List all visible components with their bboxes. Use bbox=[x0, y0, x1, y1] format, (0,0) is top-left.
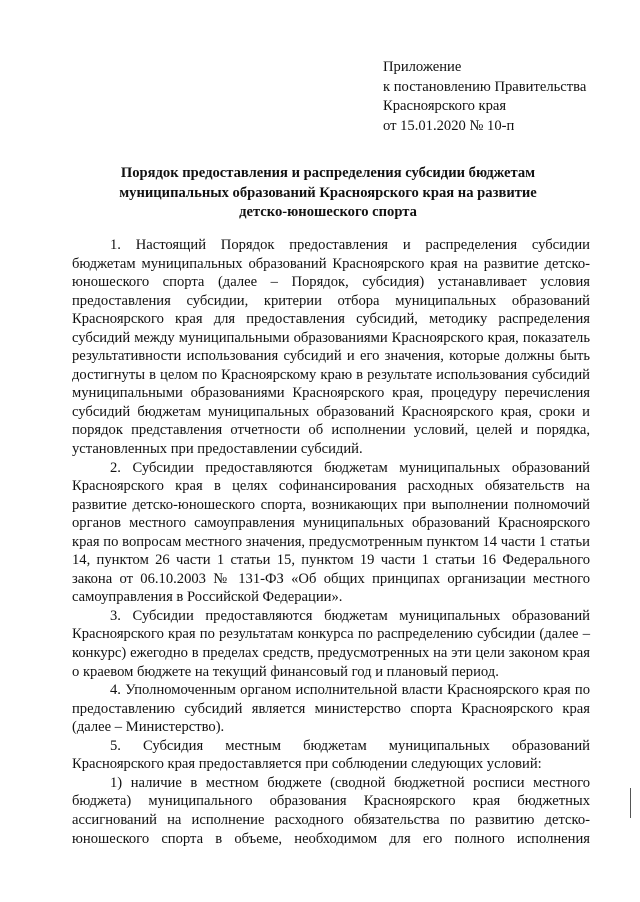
title-line-2: муниципальных образований Красноярского края на развитие bbox=[119, 184, 537, 201]
appendix-line-2: к постановлению Правительства bbox=[383, 78, 587, 95]
paragraph-4: 4. Уполномоченным органом исполнительной власти Красноярского края по предоставлению субсидий является министерство спорта Красноярского края (далее – Министерство). bbox=[72, 682, 590, 736]
paragraph-5-item-1: 1) наличие в местном бюджете (сводной бюджетной росписи местного бюджета) муниципального образования Красноярского края бюджетных ассигнований на исполнение расходного обязательства по развитию детско-юношеского спорта в объеме, необходимом для его полного исполнения bbox=[72, 774, 590, 847]
paragraph-3: 3. Субсидии предоставляются бюджетам муниципальных образований Красноярского края по результатам конкурса по распределению субсидии (далее – конкурс) ежегодно в пределах средств, предусмотренных на эти цели законом края о краевом бюджете на текущий финансовый год и плановый период. bbox=[72, 607, 590, 680]
document-title bbox=[60, 164, 596, 223]
document-body bbox=[72, 236, 590, 848]
appendix-line-4: от 15.01.2020 № 10-п bbox=[383, 117, 515, 134]
paragraph-2: 2. Субсидии предоставляются бюджетам муниципальных образований Красноярского края в целях софинансирования расходных обязательств на развитие детско-юношеского спорта, возникающих при выполнении полномочий органов местного самоуправления муниципальных образований Красноярского края по вопросам местного значения, предусмотренным пунктом 14 части 1 статьи 14, пунктом 26 части 1 статьи 15, пунктом 19 части 1 статьи 16 Федерального закона от 06.10.2003 № 131-ФЗ «Об общих принципах организации местного самоуправления в Российской Федерации». bbox=[72, 459, 590, 606]
paragraph-5: 5. Субсидия местным бюджетам муниципальных образований Красноярского края предоставляется при соблюдении следующих условий: bbox=[72, 737, 590, 773]
appendix-header bbox=[383, 58, 633, 136]
paragraph-1: 1. Настоящий Порядок предоставления и распределения субсидии бюджетам муниципальных образований Красноярского края на развитие детско-юношеского спорта (далее – Порядок, субсидия) устанавливает условия предоставления субсидии, критерии отбора муниципальных образований Красноярского края для предоставления субсидий, методику распределения субсидий между муниципальными образованиями Красноярского края, показатель результативности использования субсидий и его значения, которые должны быть достигнуты в целом по Красноярскому краю в результате использования субсидий муниципальными образованиями Красноярского края, процедуру перечисления субсидий бюджетам муниципальных образований Красноярского края, сроки и порядок представления отчетности об исполнении условий, целей и порядка, установленных при предоставлении субсидий. bbox=[72, 237, 590, 458]
margin-scan-mark bbox=[630, 788, 631, 818]
title-line-3: детско-юношеского спорта bbox=[239, 204, 417, 220]
appendix-line-3: Красноярского края bbox=[383, 98, 507, 114]
title-line-1: Порядок предоставления и распределения субсидии бюджетам bbox=[120, 165, 536, 181]
appendix-line-1: Приложение bbox=[383, 59, 462, 75]
